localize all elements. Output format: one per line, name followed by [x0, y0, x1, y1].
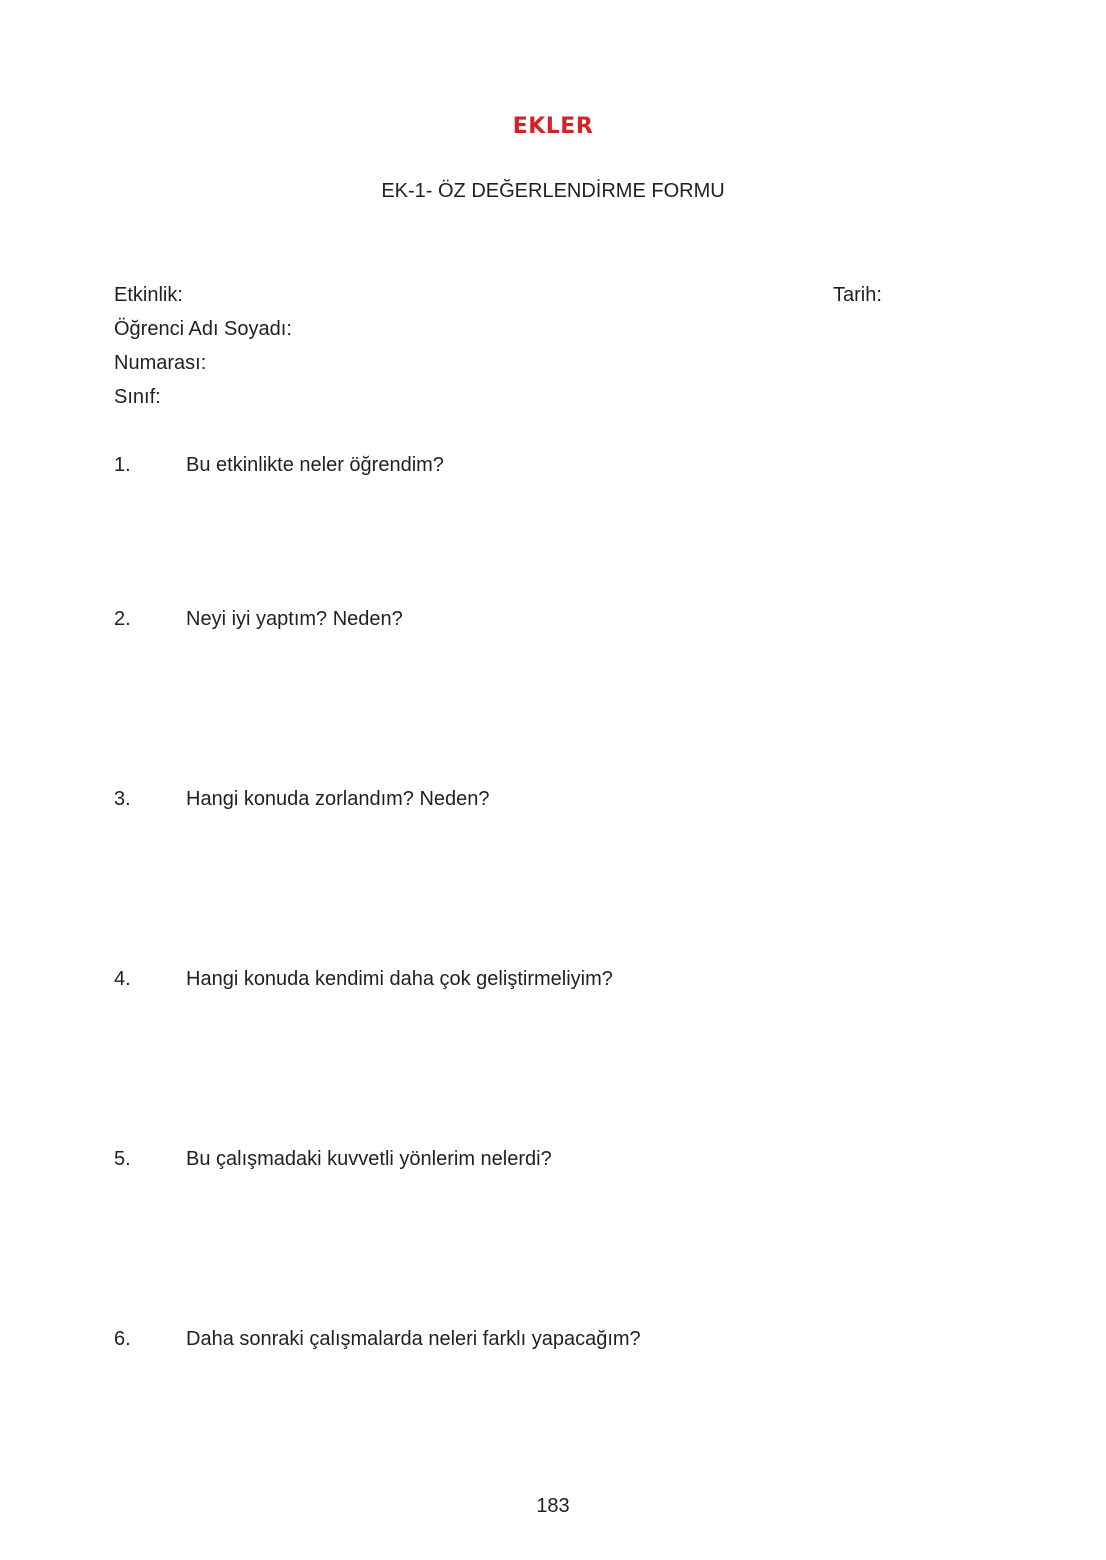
class-label: Sınıf: — [114, 386, 161, 408]
section-title: EKLER — [512, 114, 594, 139]
question-number: 1. — [114, 454, 131, 476]
date-label: Tarih: — [833, 284, 882, 306]
question-number: 5. — [114, 1148, 131, 1170]
question-text: Bu çalışmadaki kuvvetli yönlerim nelerdi? — [186, 1148, 552, 1170]
question-number: 6. — [114, 1328, 131, 1350]
question-number: 2. — [114, 608, 131, 630]
question-text: Daha sonraki çalışmalarda neleri farklı yapacağım? — [186, 1328, 641, 1350]
question-number: 4. — [114, 968, 131, 990]
page-number: 183 — [536, 1495, 570, 1517]
question-text: Hangi konuda kendimi daha çok geliştirmeliyim? — [186, 968, 613, 990]
student-number-label: Numarası: — [114, 352, 207, 374]
question-text: Neyi iyi yaptım? Neden? — [186, 608, 403, 630]
activity-label: Etkinlik: — [114, 284, 183, 306]
form-title: EK-1- ÖZ DEĞERLENDİRME FORMU — [381, 180, 725, 202]
student-name-label: Öğrenci Adı Soyadı: — [114, 318, 292, 340]
question-text: Bu etkinlikte neler öğrendim? — [186, 454, 444, 476]
question-number: 3. — [114, 788, 131, 810]
question-text: Hangi konuda zorlandım? Neden? — [186, 788, 490, 810]
